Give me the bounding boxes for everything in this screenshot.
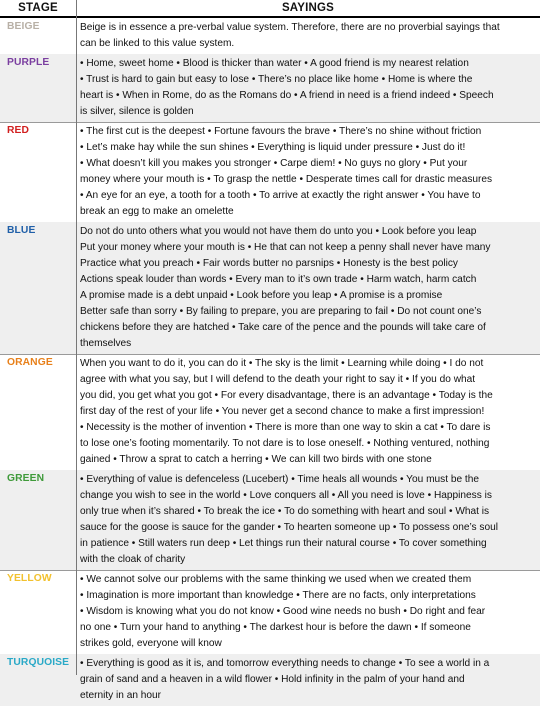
saying-line: • Necessity is the mother of invention • There is more than one way to skin a cat • To dare is xyxy=(80,422,491,433)
stage-label-orange: ORANGE xyxy=(7,357,53,368)
saying-line: heart is • When in Rome, do as the Romans do • A friend in need is a friend indeed • Speech xyxy=(80,90,494,101)
stage-label-yellow: YELLOW xyxy=(7,573,52,584)
sayings-cell-beige xyxy=(80,20,536,52)
table-row-purple xyxy=(0,54,540,122)
saying-line: Better safe than sorry • By failing to prepare, you are preparing to fail • Do not count one’s xyxy=(80,306,482,317)
saying-line: Put your money where your mouth is • He that can not keep a penny shall never have many xyxy=(80,242,491,253)
sayings-cell-turquoise xyxy=(80,656,536,704)
table-row-green xyxy=(0,470,540,570)
saying-line: is silver, silence is golden xyxy=(80,106,194,117)
saying-line: • An eye for an eye, a tooth for a tooth • To arrive at exactly the right answer • You have to xyxy=(80,190,481,201)
saying-line: only true when it’s shared • To break the ice • To do something with heart and soul • What is xyxy=(80,506,490,517)
saying-line: agree with what you say, but I will defend to the death your right to say it • If you do what xyxy=(80,374,476,385)
stage-label-purple: PURPLE xyxy=(7,57,50,68)
sayings-cell-yellow xyxy=(80,572,536,652)
saying-line: themselves xyxy=(80,338,132,349)
saying-line: • Imagination is more important than knowledge • There are no facts, only interpretations xyxy=(80,590,476,601)
saying-line: Practice what you preach • Fair words butter no parsnips • Honesty is the best policy xyxy=(80,258,458,269)
saying-line: Do not do unto others what you would not have them do unto you • Look before you leap xyxy=(80,226,477,237)
saying-line: • Wisdom is knowing what you do not know • Good wine needs no bush • Do right and fear xyxy=(80,606,486,617)
saying-line: • Home, sweet home • Blood is thicker than water • A good friend is my nearest relation xyxy=(80,58,469,69)
saying-line: to lose one’s footing momentarily. To not dare is to lose oneself. • Nothing ventured, nothing xyxy=(80,438,490,449)
column-header-stage: STAGE xyxy=(18,2,58,14)
saying-line: • Let’s make hay while the sun shines • Everything is liquid under pressure • Just do it! xyxy=(80,142,466,153)
saying-line: Beige is in essence a pre-verbal value system. Therefore, there are no proverbial sayings that xyxy=(80,22,500,33)
saying-line: • The first cut is the deepest • Fortune favours the brave • There’s no shine without friction xyxy=(80,126,482,137)
saying-line: break an egg to make an omelette xyxy=(80,206,234,217)
saying-line: A promise made is a debt unpaid • Look before you leap • A promise is a promise xyxy=(80,290,443,301)
stage-label-green: GREEN xyxy=(7,473,45,484)
saying-line: • What doesn’t kill you makes you stronger • Carpe diem! • No guys no glory • Put your xyxy=(80,158,468,169)
table-row-beige xyxy=(0,18,540,54)
stage-label-turquoise: TURQUOISE xyxy=(7,657,70,668)
saying-line: no one • Turn your hand to anything • The darkest hour is before the dawn • If someone xyxy=(80,622,471,633)
saying-line: gained • Throw a sprat to catch a herring • We can kill two birds with one stone xyxy=(80,454,432,465)
table-row-turquoise xyxy=(0,654,540,706)
table-row-blue xyxy=(0,222,540,354)
saying-line: • We cannot solve our problems with the same thinking we used when we created them xyxy=(80,574,472,585)
sayings-cell-blue xyxy=(80,224,536,352)
stage-label-red: RED xyxy=(7,125,30,136)
saying-line: money where your mouth is • To grasp the nettle • Desperate times call for drastic measures xyxy=(80,174,493,185)
stage-label-blue: BLUE xyxy=(7,225,36,236)
stage-label-beige: BEIGE xyxy=(7,21,40,32)
sayings-cell-red xyxy=(80,124,536,220)
table-row-red xyxy=(0,122,540,222)
column-header-sayings: SAYINGS xyxy=(281,2,335,14)
saying-line: with the cloak of charity xyxy=(80,554,186,565)
sayings-cell-orange xyxy=(80,356,536,468)
saying-line: sauce for the goose is sauce for the gander • To hearten someone up • To possess one’s soul xyxy=(80,522,498,533)
saying-line: • Everything is good as it is, and tomorrow everything needs to change • To see a world in a xyxy=(80,658,490,669)
table-row-orange xyxy=(0,354,540,470)
saying-line: you did, you get what you got • For every disadvantage, there is an advantage • Today is the xyxy=(80,390,493,401)
saying-line: • Trust is hard to gain but easy to lose • There’s no place like home • Home is where the xyxy=(80,74,473,85)
saying-line: When you want to do it, you can do it • The sky is the limit • Learning while doing • I do not xyxy=(80,358,484,369)
saying-line: change you wish to see in the world • Love conquers all • All you need is love • Happiness is xyxy=(80,490,492,501)
saying-line: Actions speak louder than words • Every man to it’s own trade • Harm watch, harm catch xyxy=(80,274,477,285)
table-row-yellow xyxy=(0,570,540,654)
sayings-cell-purple xyxy=(80,56,536,120)
saying-line: first day of the rest of your life • You never get a second chance to make a first impression! xyxy=(80,406,485,417)
saying-line: can be linked to this value system. xyxy=(80,38,235,49)
column-divider xyxy=(76,0,77,675)
saying-line: • Everything of value is defenceless (Lucebert) • Time heals all wounds • You must be the xyxy=(80,474,479,485)
saying-line: strikes gold, everyone will know xyxy=(80,638,222,649)
sayings-cell-green xyxy=(80,472,536,568)
saying-line: grain of sand and a heaven in a wild flower • Hold infinity in the palm of your hand and xyxy=(80,674,465,685)
saying-line: chickens before they are hatched • Take care of the pence and the pounds will take care of xyxy=(80,322,486,333)
saying-line: in patience • Still waters run deep • Let things run their natural course • To cover something xyxy=(80,538,487,549)
saying-line: eternity in an hour xyxy=(80,690,162,701)
